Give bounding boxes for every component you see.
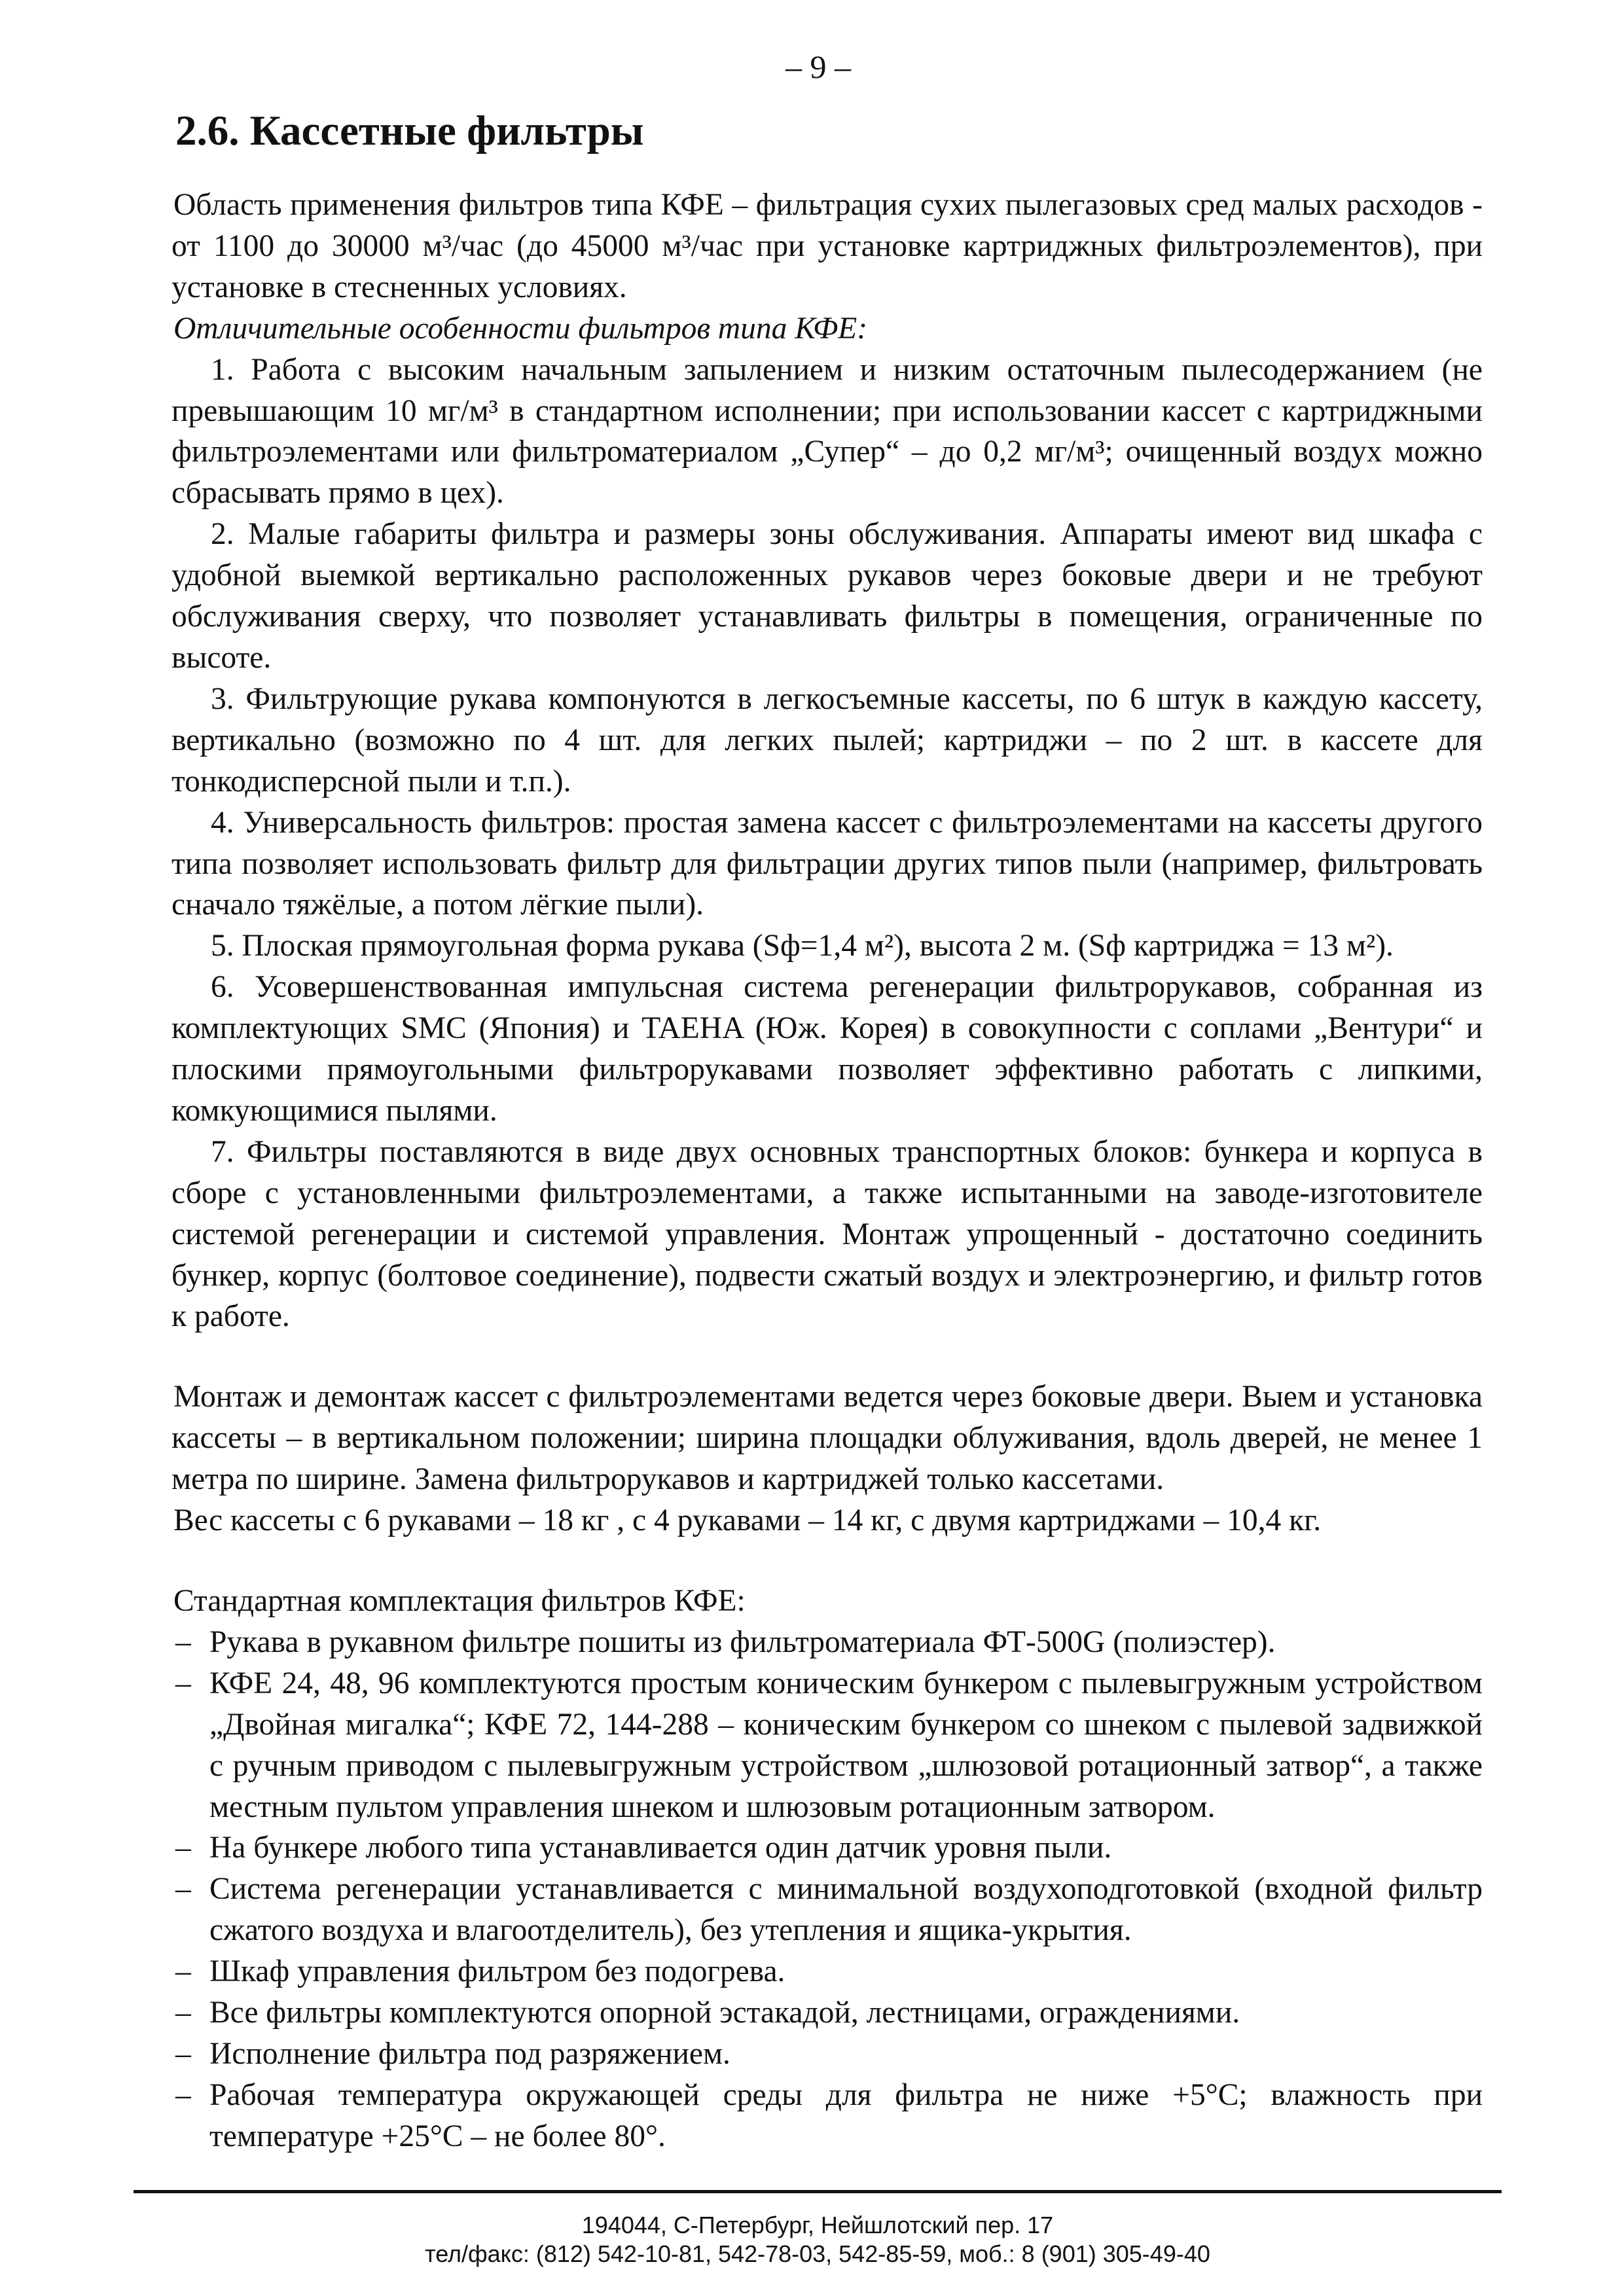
standard-item: – На бункере любого типа устанавливается один датчик уровня пыли.	[171, 1827, 1483, 1869]
spacer	[171, 1337, 1483, 1376]
feature-item-3: 3. Фильтрующие рукава компонуются в легкосъемные кассеты, по 6 штук в каждую кассету, вертикально (возможно по 4 шт. для легких пылей; картриджи – по 2 шт. в кассете для тонкодисперсной пыли и т.п.).	[171, 681, 1483, 798]
standard-item: – Шкаф управления фильтром без подогрева.	[171, 1951, 1483, 1992]
document-body	[171, 185, 1483, 2157]
standard-item: – КФЕ 24, 48, 96 комплектуются простым коническим бункером с пылевыгружным устройством „Двойная мигалка“; КФЕ 72, 144-288 – коническим бункером со шнеком с пылевой задвижкой с ручным приводом с пылевыгружным устройством „шлюзовой ротационный затвор“, а также местным пультом управления шнеком и шлюзовым ротационным затвором.	[171, 1663, 1483, 1828]
standard-item: – Исполнение фильтра под разряжением.	[171, 2034, 1483, 2075]
feature-item-2: 2. Малые габариты фильтра и размеры зоны обслуживания. Аппараты имеют вид шкафа с удобной выемкой вертикально расположенных рукавов через боковые двери и не требуют обслуживания сверху, что позволяет устанавливать фильтры в помещения, ограниченные по высоте.	[171, 517, 1483, 675]
feature-item-6: 6. Усовершенствованная импульсная система регенерации фильтрорукавов, собранная из комплектующих SMC (Япония) и TAEHA (Юж. Корея) в совокупности с соплами „Вентури“ и плоскими прямоугольными фильтрорукавами позволяет эффективно работать с липкими, комкующимися пылями.	[171, 970, 1483, 1128]
page-number: – 9 –	[785, 48, 851, 85]
footer	[134, 2211, 1502, 2269]
feature-item-5: 5. Плоская прямоугольная форма рукава (Sф=1,4 м²), высота 2 м. (Sф картриджа = 13 м²).	[211, 929, 1394, 963]
feature-item-1: 1. Работа с высоким начальным запылением и низким остаточным пылесодержанием (не превышающим 10 мг/м³ в стандартном исполнении; при использовании кассет с картриджными фильтроэлементами или фильтроматериалом „Супер“ – до 0,2 мг/м³; очищенный воздух можно сбрасывать прямо в цех).	[171, 352, 1483, 511]
features-list	[171, 350, 1483, 1338]
footer-address: 194044, С-Петербург, Нейшлотский пер. 17	[581, 2212, 1054, 2238]
features-heading: Отличительные особенности фильтров типа КФЕ:	[173, 311, 868, 346]
standard-item: – Все фильтры комплектуются опорной эстакадой, лестницами, ограждениями.	[171, 1992, 1483, 2034]
standard-list	[171, 1622, 1483, 2157]
intro-paragraph: Область применения фильтров типа КФЕ – фильтрация сухих пылегазовых сред малых расходов - от 1100 до 30000 м³/час (до 45000 м³/час при установке картриджных фильтроэлементов), при установке в стесненных условиях.	[171, 188, 1483, 304]
standard-item: – Рабочая температура окружающей среды для фильтра не ниже +5°С; влажность при температуре +25°С – не более 80°.	[171, 2075, 1483, 2157]
standard-item: – Рукава в рукавном фильтре пошиты из фильтроматериала ФТ-500G (полиэстер).	[171, 1622, 1483, 1663]
mounting-paragraph: Монтаж и демонтаж кассет с фильтроэлементами ведется через боковые двери. Выем и установка кассеты – в вертикальном положении; ширина площадки облуживания, вдоль дверей, не менее 1 метра по ширине. Замена фильтрорукавов и картриджей только кассетами.	[171, 1380, 1483, 1497]
standard-item: – Система регенерации устанавливается с минимальной воздухоподготовкой (входной фильтр сжатого воздуха и влагоотделитель), без утепления и ящика-укрытия.	[171, 1869, 1483, 1951]
standard-heading: Стандартная комплектация фильтров КФЕ:	[173, 1584, 746, 1618]
footer-divider	[134, 2190, 1502, 2193]
feature-item-7: 7. Фильтры поставляются в виде двух основных транспортных блоков: бункера и корпуса в сборе с установленными фильтроэлементами, а также испытанными на заводе-изготовителе системой регенерации и системой управления. Монтаж упрощенный - достаточно соединить бункер, корпус (болтовое соединение), подвести сжатый воздух и электроэнергию, и фильтр готов к работе.	[171, 1134, 1483, 1334]
feature-item-4: 4. Универсальность фильтров: простая замена кассет с фильтроэлементами на кассеты другого типа позволяет использовать фильтр для фильтрации других типов пыли (например, фильтровать сначало тяжёлые, а потом лёгкие пыли).	[171, 805, 1483, 922]
section-title: 2.6. Кассетные фильтры	[175, 107, 644, 154]
footer-phones: тел/факс: (812) 542-10-81, 542-78-03, 542-85-59, моб.: 8 (901) 305-49-40	[425, 2240, 1210, 2267]
weight-paragraph: Вес кассеты с 6 рукавами – 18 кг , с 4 рукавами – 14 кг, с двумя картриджами – 10,4 кг.	[173, 1503, 1322, 1538]
spacer	[171, 1541, 1483, 1581]
